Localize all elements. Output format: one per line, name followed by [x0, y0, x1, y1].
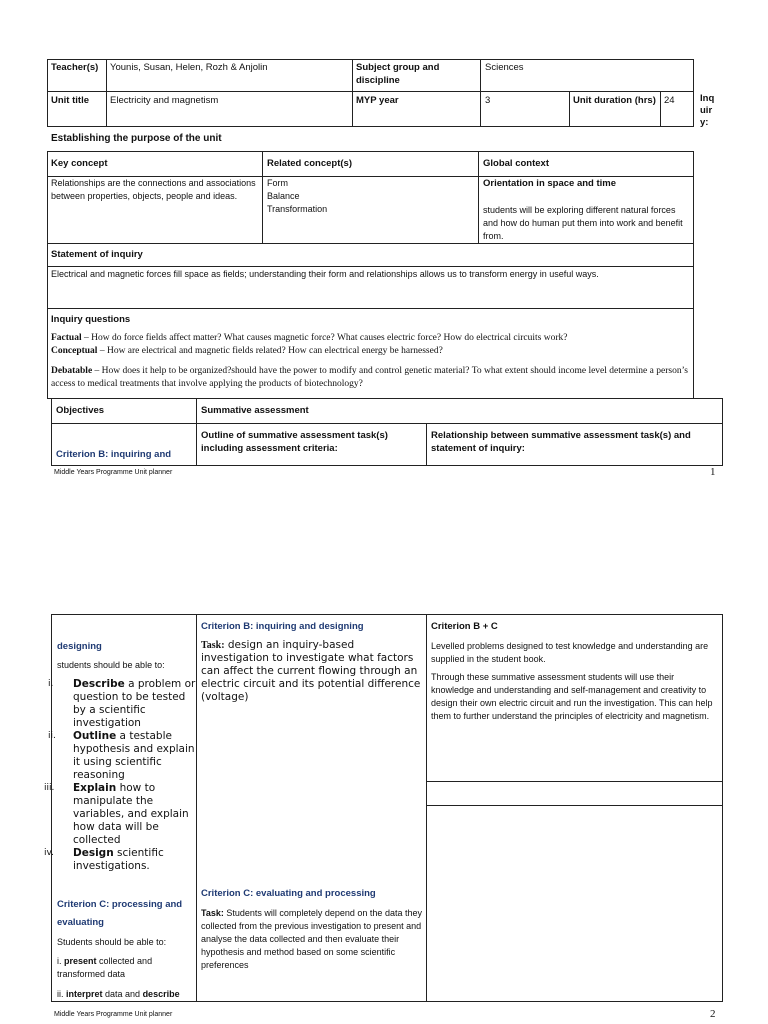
statement-label: Statement of inquiry	[51, 249, 143, 260]
row-divider	[426, 805, 723, 806]
header-col-line	[106, 59, 107, 127]
footer-page-2: Middle Years Programme Unit planner	[54, 1011, 173, 1018]
header-divider	[47, 91, 694, 92]
list-item: iii. Explain how to manipulate the variables, and explain how data will be collected	[44, 782, 189, 846]
statement-text: Electrical and magnetic forces fill space as fields; understanding their form and relationships allows us to transform energy in useful ways.	[51, 269, 599, 279]
c-item-present: i. present collected and transformed data	[57, 956, 153, 979]
criterion-b-partial: Criterion B: inquiring and	[56, 449, 172, 460]
criterion-b-heading: Criterion B: inquiring and designing	[201, 621, 364, 632]
summative-label: Summative assessment	[201, 405, 309, 416]
right-paragraph-1: Levelled problems designed to test knowledge and understanding are supplied in the student book.	[431, 641, 709, 664]
related-item-transformation: Transformation	[267, 204, 328, 214]
debatable-question: Debatable – How does it help to be organized?should have the power to modify and control genetic material? To what extent should income level determine a person’s access to medical treatments that involve applying the products of biotechnology?	[51, 366, 688, 389]
task-c: Task: Students will completely depend on the data they collected from the previous investigation to present and analyse the data collected and then evaluate their hypothesis and method based on some scientific preferences	[201, 908, 422, 970]
global-context-title: Orientation in space and time	[483, 178, 617, 189]
criterion-c-heading: Criterion C: evaluating and processing	[201, 888, 376, 899]
duration-label: Unit duration (hrs)	[573, 95, 656, 106]
designing-label: designing	[57, 641, 102, 652]
teacher-value: Younis, Susan, Helen, Rozh & Anjolin	[110, 62, 268, 73]
criterion-bc-heading: Criterion B + C	[431, 621, 498, 632]
subject-label: Subject group and discipline	[356, 62, 440, 86]
header-col-line	[569, 91, 570, 127]
col-divider	[478, 151, 479, 243]
subject-value: Sciences	[485, 62, 524, 73]
col-divider	[196, 398, 197, 466]
objectives-label: Objectives	[56, 405, 105, 416]
duration-value: 24	[664, 95, 675, 106]
inquiry-questions-label: Inquiry questions	[51, 314, 131, 325]
col-divider	[426, 423, 427, 466]
unit-title-label: Unit title	[51, 95, 89, 106]
global-context-text: students will be exploring different natural forces and how do human put them into work and benefit from.	[483, 205, 683, 241]
header-col-line	[660, 91, 661, 127]
c-item-interpret: ii. interpret data and describe	[57, 989, 180, 999]
able-label-2: Students should be able to:	[57, 937, 167, 947]
row-divider	[47, 243, 694, 244]
conceptual-question: Conceptual – How are electrical and magnetic fields related? How can electrical energy be harnessed?	[51, 346, 443, 356]
key-concept-label: Key concept	[51, 158, 108, 169]
right-paragraph-2: Through these summative assessment students will use their knowledge and understanding and self-management and creativity to design their own electric circuit and run the investigation. This can help them to further understand the principles of electricity and magnetism.	[431, 672, 713, 721]
unit-title-value: Electricity and magnetism	[110, 95, 219, 106]
purpose-heading: Establishing the purpose of the unit	[51, 133, 222, 144]
list-item: i. Describe a problem or question to be tested by a scientific investigation	[48, 678, 196, 729]
relationship-label: Relationship between summative assessment task(s) and statement of inquiry:	[431, 430, 691, 454]
col-divider	[262, 151, 263, 243]
page-number-1: 1	[710, 466, 716, 478]
task-b: Task: design an inquiry-based investigation to investigate what factors can affect the current flowing through an electric circuit and its potential difference (voltage)	[201, 639, 421, 703]
list-item: iv. Design scientific investigations.	[44, 847, 164, 872]
col-divider	[196, 614, 197, 1002]
criterion-c-label: Criterion C: processing and evaluating	[57, 899, 183, 928]
related-item-balance: Balance	[267, 191, 300, 201]
global-context-label: Global context	[483, 158, 549, 169]
footer-page-1: Middle Years Programme Unit planner	[54, 469, 173, 476]
row-divider	[47, 308, 694, 309]
key-concept-text: Relationships are the connections and associations between properties, objects, people and ideas.	[51, 178, 256, 201]
able-label-1: students should be able to:	[57, 660, 165, 670]
myp-year-label: MYP year	[356, 95, 399, 106]
col-divider	[426, 614, 427, 1002]
inquiry-side-fragment: Inq uir y:	[700, 93, 715, 128]
list-item: ii. Outline a testable hypothesis and explain it using scientific reasoning	[48, 730, 195, 781]
row-divider	[51, 423, 723, 424]
myp-year-value: 3	[485, 95, 491, 106]
criterion-b-list	[44, 678, 196, 873]
row-divider	[426, 781, 723, 782]
related-item-form: Form	[267, 178, 288, 188]
header-col-line	[352, 59, 353, 127]
related-concept-label: Related concept(s)	[267, 158, 352, 169]
factual-question: Factual – How do force fields affect matter? What causes magnetic force? What causes electric force? How do electrical circuits work?	[51, 333, 568, 343]
teacher-label: Teacher(s)	[51, 62, 99, 73]
row-divider	[47, 266, 694, 267]
outline-label: Outline of summative assessment task(s) including assessment criteria:	[201, 430, 388, 454]
page-number-2: 2	[710, 1008, 716, 1020]
header-col-line	[480, 59, 481, 127]
